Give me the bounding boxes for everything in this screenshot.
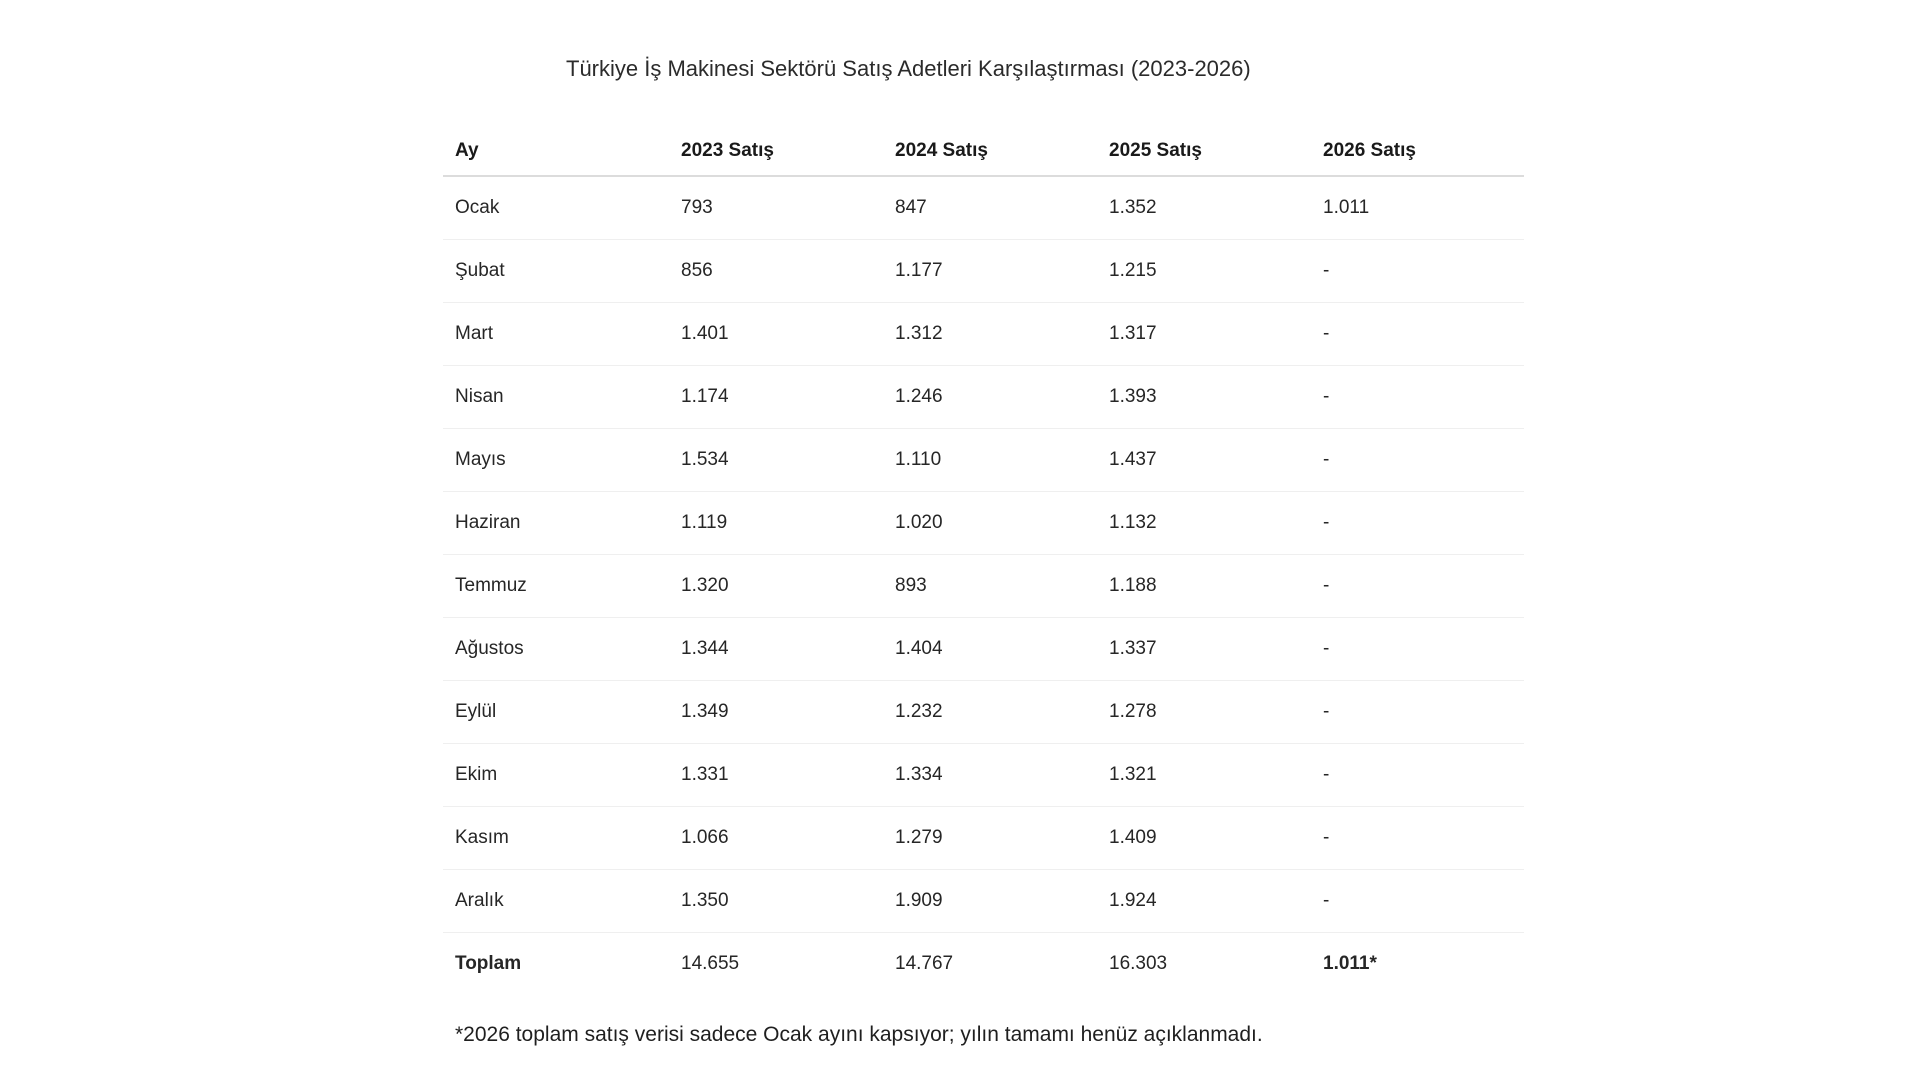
sales-2026-cell: - xyxy=(1311,744,1524,807)
month-cell: Haziran xyxy=(443,492,669,555)
sales-table xyxy=(443,123,1524,995)
table-row xyxy=(443,681,1524,744)
sales-2026-cell: - xyxy=(1311,555,1524,618)
sales-2023-cell: 793 xyxy=(669,176,883,240)
table-row xyxy=(443,303,1524,366)
table-row xyxy=(443,366,1524,429)
sales-2025-cell: 1.321 xyxy=(1097,744,1311,807)
month-cell: Ocak xyxy=(443,176,669,240)
month-cell: Temmuz xyxy=(443,555,669,618)
table-row xyxy=(443,240,1524,303)
sales-2025-cell: 1.188 xyxy=(1097,555,1311,618)
column-header-2024: 2024 Satış xyxy=(883,123,1097,176)
sales-2025-cell: 1.317 xyxy=(1097,303,1311,366)
sales-2023-cell: 1.401 xyxy=(669,303,883,366)
month-cell: Şubat xyxy=(443,240,669,303)
table-row xyxy=(443,870,1524,933)
sales-2025-cell: 1.352 xyxy=(1097,176,1311,240)
sales-2024-cell: 1.020 xyxy=(883,492,1097,555)
sales-2024-cell: 1.246 xyxy=(883,366,1097,429)
sales-2025-cell: 1.337 xyxy=(1097,618,1311,681)
sales-2026-cell: - xyxy=(1311,429,1524,492)
sales-2024-cell: 1.232 xyxy=(883,681,1097,744)
sales-2023-cell: 1.174 xyxy=(669,366,883,429)
total-row xyxy=(443,933,1524,996)
total-2025-cell: 16.303 xyxy=(1109,953,1168,974)
table-row xyxy=(443,492,1524,555)
sales-2023-cell: 856 xyxy=(669,240,883,303)
sales-2023-cell: 1.344 xyxy=(669,618,883,681)
table-row xyxy=(443,429,1524,492)
column-header-2026: 2026 Satış xyxy=(1311,123,1524,176)
sales-2026-cell: - xyxy=(1311,618,1524,681)
sales-2024-cell: 1.177 xyxy=(883,240,1097,303)
total-2023-cell: 14.655 xyxy=(681,953,740,974)
sales-2024-cell: 1.909 xyxy=(883,870,1097,933)
sales-2026-cell: 1.011 xyxy=(1311,176,1524,240)
sales-2025-cell: 1.132 xyxy=(1097,492,1311,555)
table-row xyxy=(443,555,1524,618)
sales-2025-cell: 1.278 xyxy=(1097,681,1311,744)
table-header-row xyxy=(443,123,1524,176)
sales-2024-cell: 893 xyxy=(883,555,1097,618)
sales-2026-cell: - xyxy=(1311,870,1524,933)
sales-2024-cell: 1.110 xyxy=(883,429,1097,492)
sales-2025-cell: 1.393 xyxy=(1097,366,1311,429)
month-cell: Nisan xyxy=(443,366,669,429)
sales-2024-cell: 847 xyxy=(883,176,1097,240)
sales-2024-cell: 1.279 xyxy=(883,807,1097,870)
page-title: Türkiye İş Makinesi Sektörü Satış Adetleri Karşılaştırması (2023-2026) xyxy=(566,56,1251,81)
sales-2024-cell: 1.312 xyxy=(883,303,1097,366)
sales-2025-cell: 1.924 xyxy=(1097,870,1311,933)
month-cell: Aralık xyxy=(443,870,669,933)
table-row xyxy=(443,807,1524,870)
total-label: Toplam xyxy=(455,953,522,974)
sales-2026-cell: - xyxy=(1311,492,1524,555)
sales-2023-cell: 1.349 xyxy=(669,681,883,744)
sales-2023-cell: 1.066 xyxy=(669,807,883,870)
sales-2023-cell: 1.350 xyxy=(669,870,883,933)
table-row xyxy=(443,176,1524,240)
sales-2023-cell: 1.534 xyxy=(669,429,883,492)
sales-2024-cell: 1.334 xyxy=(883,744,1097,807)
sales-2025-cell: 1.409 xyxy=(1097,807,1311,870)
table-row xyxy=(443,744,1524,807)
sales-2023-cell: 1.119 xyxy=(669,492,883,555)
total-2024-cell: 14.767 xyxy=(895,953,954,974)
sales-2023-cell: 1.331 xyxy=(669,744,883,807)
sales-2026-cell: - xyxy=(1311,240,1524,303)
sales-2026-cell: - xyxy=(1311,303,1524,366)
sales-2026-cell: - xyxy=(1311,807,1524,870)
month-cell: Mayıs xyxy=(443,429,669,492)
column-header-2025: 2025 Satış xyxy=(1097,123,1311,176)
total-2026-cell: 1.011* xyxy=(1323,953,1377,974)
sales-2023-cell: 1.320 xyxy=(669,555,883,618)
column-header-month: Ay xyxy=(443,123,669,176)
month-cell: Ekim xyxy=(443,744,669,807)
sales-2025-cell: 1.437 xyxy=(1097,429,1311,492)
month-cell: Mart xyxy=(443,303,669,366)
sales-2025-cell: 1.215 xyxy=(1097,240,1311,303)
month-cell: Kasım xyxy=(443,807,669,870)
sales-2026-cell: - xyxy=(1311,681,1524,744)
sales-2024-cell: 1.404 xyxy=(883,618,1097,681)
table-row xyxy=(443,618,1524,681)
month-cell: Ağustos xyxy=(443,618,669,681)
footnote: *2026 toplam satış verisi sadece Ocak ayını kapsıyor; yılın tamamı henüz açıklanmadı. xyxy=(455,1023,1263,1046)
month-cell: Eylül xyxy=(443,681,669,744)
sales-2026-cell: - xyxy=(1311,366,1524,429)
column-header-2023: 2023 Satış xyxy=(669,123,883,176)
